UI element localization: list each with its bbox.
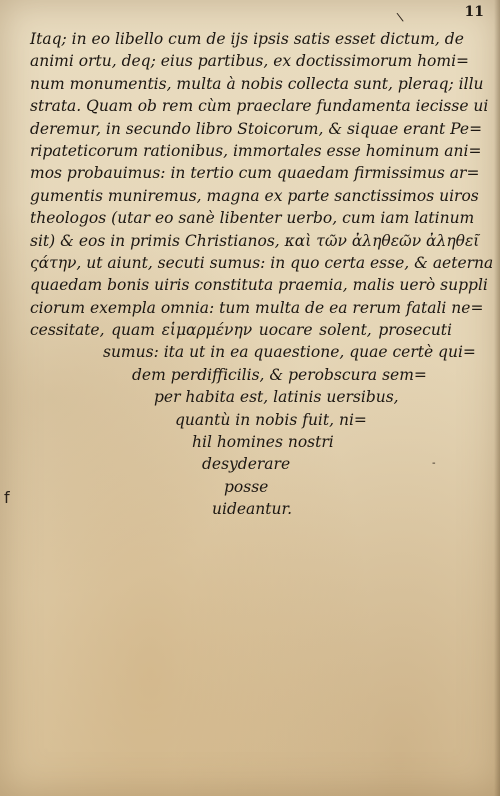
text-line: strata. Quam ob rem cùm praeclare fundamenta iecisse ui: [30, 97, 489, 116]
text-line: quaedam bonis uiris constituta praemia, malis uerò suppli: [30, 276, 488, 295]
text-line: per habita est, latinis uersibus,: [154, 388, 399, 407]
text-line: deremur, in secundo libro Stoicorum, & siquae erant Pe=: [30, 119, 483, 138]
text-line: dem perdifficilis, & perobscura sem=: [132, 365, 427, 384]
text-line: Itaq; in eo libello cum de ijs ipsis satis esset dictum, de: [30, 30, 464, 48]
text-line: ςάτην, ut aiunt, secuti sumus: in quo certa esse, & aeterna: [30, 253, 494, 272]
text-line: mos probauimus: in tertio cum quaedam firmissimus ar=: [30, 164, 480, 183]
text-line: ripateticorum rationibus, immortales esse hominum ani=: [30, 141, 482, 160]
text-line: hil homines nostri: [192, 433, 334, 452]
text-line: num monumentis, multa à nobis collecta sunt, pleraq; illu: [30, 74, 484, 93]
margin-ink-mark: f: [4, 488, 10, 507]
text-line: uideantur.: [212, 500, 293, 519]
text-line: cessitate, quam εἱμαρμένην uocare solent, prosecuti: [30, 321, 452, 340]
text-line: quantù in nobis fuit, ni=: [175, 410, 367, 429]
text-line: animi ortu, deq; eius partibus, ex doctissimorum homi=: [30, 52, 470, 71]
text-line: theologos (utar eo sanè libenter uerbo, cum iam latinum: [30, 209, 475, 228]
text-line: sumus: ita ut in ea quaestione, quae certè qui=: [103, 343, 476, 362]
page-number: 11: [464, 4, 484, 20]
text-line: posse: [224, 477, 269, 496]
text-line: sit) & eos in primis Christianos, καὶ τῶν ἀληθεῶν ἀληθεῖ: [30, 231, 480, 250]
text-line: desyderare: [202, 455, 291, 474]
text-line: gumentis muniremus, magna ex parte sanctissimos uiros: [30, 186, 479, 205]
stray-ink-mark: -: [432, 458, 436, 469]
stray-ink-mark: \: [395, 9, 405, 25]
printed-text-block: [0, 28, 500, 521]
text-line: ciorum exempla omnia: tum multa de ea rerum fatali ne=: [30, 298, 484, 317]
